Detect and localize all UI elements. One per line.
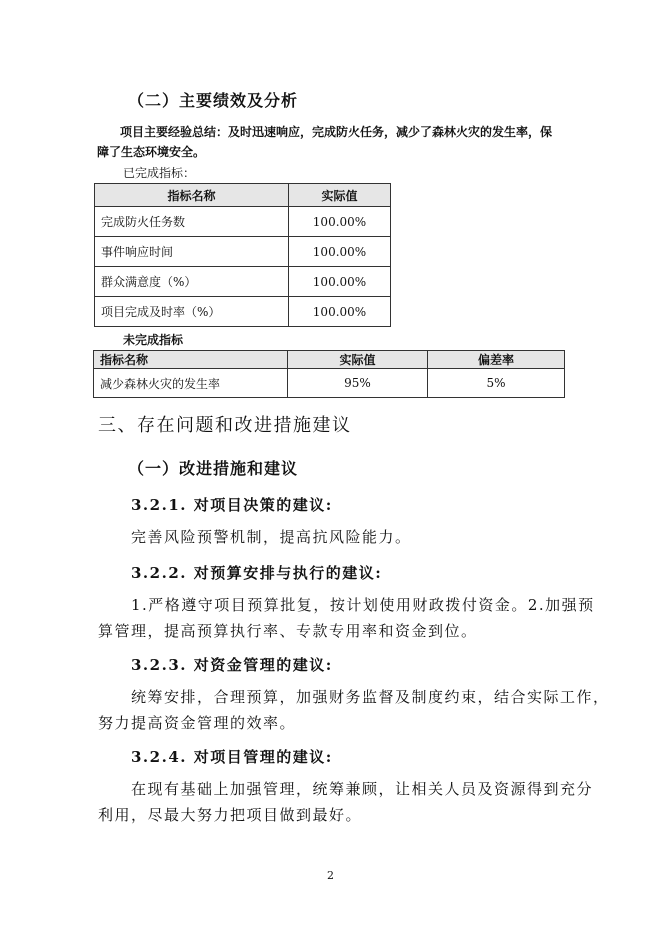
- item-2-line-2: 算管理，提高预算执行率、专款专用率和资金到位。: [98, 622, 478, 640]
- completed-label: 已完成指标：: [123, 166, 196, 180]
- item-4-line-1: 在现有基础上加强管理，统筹兼顾，让相关人员及资源得到充分: [131, 780, 594, 798]
- header-cell: 实际值: [289, 184, 391, 207]
- header-cell: 指标名称: [95, 184, 289, 207]
- section3-title: 三、存在问题和改进措施建议: [98, 415, 352, 436]
- table-row: [95, 297, 391, 327]
- summary-line-1: 项目主要经验总结：及时迅速响应，完成防火任务，减少了森林火灾的发生率，保: [120, 125, 553, 139]
- cell-name: 项目完成及时率（%）: [95, 297, 289, 327]
- item-2-heading: 3.2.2. 对预算安排与执行的建议:: [131, 564, 383, 582]
- item-3-line-1: 统筹安排，合理预算，加强财务监督及制度约束，结合实际工作，: [131, 688, 610, 706]
- cell-name: 完成防火任务数: [95, 207, 289, 237]
- cell-value: 100.00%: [289, 267, 391, 297]
- table-row: [95, 207, 391, 237]
- cell-value: 100.00%: [289, 207, 391, 237]
- table-header-row: [95, 184, 391, 207]
- summary-line-2: 障了生态环境安全。: [97, 145, 206, 159]
- cell-name: 群众满意度（%）: [95, 267, 289, 297]
- completed-indicators-table: [94, 183, 391, 327]
- table-row: [95, 267, 391, 297]
- cell-name: 事件响应时间: [95, 237, 289, 267]
- page-number: 2: [327, 869, 334, 882]
- item-4-line-2: 利用，尽最大努力把项目做到最好。: [98, 806, 363, 824]
- cell-name: 减少森林火灾的发生率: [94, 369, 288, 398]
- header-cell: 偏差率: [428, 351, 565, 369]
- table-row: [94, 369, 565, 398]
- header-cell: 实际值: [288, 351, 428, 369]
- item-4-heading: 3.2.4. 对项目管理的建议:: [131, 748, 333, 766]
- subsection1-title: （一）改进措施和建议: [128, 459, 299, 478]
- item-3-heading: 3.2.3. 对资金管理的建议:: [131, 656, 333, 674]
- section2-title: （二）主要绩效及分析: [128, 91, 299, 110]
- cell-value: 100.00%: [289, 237, 391, 267]
- incomplete-indicators-table: [93, 350, 565, 398]
- item-2-line-1: 1.严格遵守项目预算批复，按计划使用财政拨付资金。2.加强预: [131, 596, 595, 614]
- item-3-line-2: 努力提高资金管理的效率。: [98, 714, 297, 732]
- table-row: [95, 237, 391, 267]
- item-1-heading: 3.2.1. 对项目决策的建议:: [131, 496, 333, 514]
- cell-value: 95%: [288, 369, 428, 398]
- cell-deviation: 5%: [428, 369, 565, 398]
- incomplete-label: 未完成指标: [123, 333, 184, 347]
- cell-value: 100.00%: [289, 297, 391, 327]
- header-cell: 指标名称: [94, 351, 288, 369]
- item-1-line-1: 完善风险预警机制，提高抗风险能力。: [131, 528, 412, 546]
- table-header-row: [94, 351, 565, 369]
